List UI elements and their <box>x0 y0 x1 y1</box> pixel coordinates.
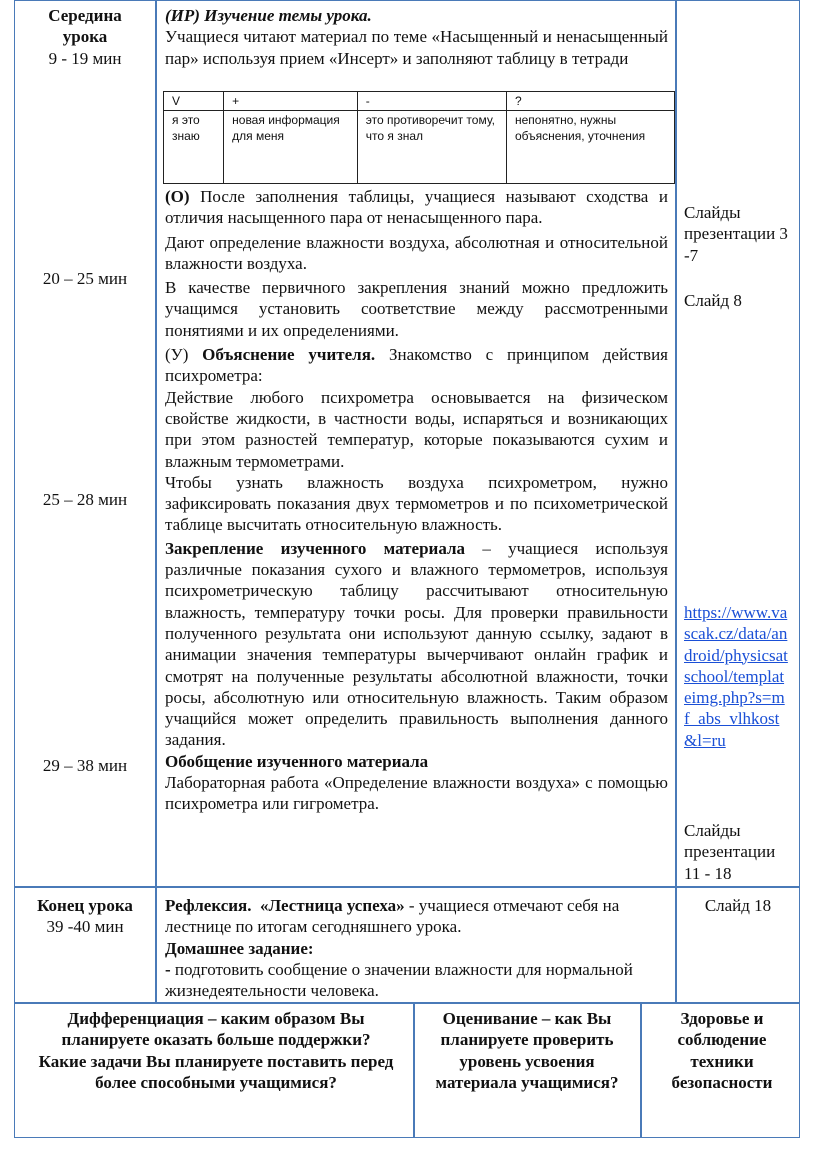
reflection-text: - учащиеся отмечают себя на лестнице по итогам сегодняшнего урока. <box>165 896 620 937</box>
stage-time: 39 -40 мин <box>46 917 124 937</box>
insert-cell: новая информация для меня <box>224 111 358 184</box>
stage-cell-end <box>18 895 152 938</box>
content-block-end <box>165 895 668 1001</box>
u-heading: Объяснение учителя. <box>202 345 376 365</box>
col-divider <box>640 1002 642 1138</box>
homework-paragraph <box>165 959 668 1002</box>
homework-heading: Домашнее задание: <box>165 938 314 958</box>
differentiation-cell: Дифференциация – каким образом Вы планируете оказать больше поддержки? Какие задачи Вы планируете поставить перед более способными учащимися? <box>38 1009 394 1092</box>
animation-link[interactable]: https://www.vascak.cz/data/android/physicsatschool/templateimg.php?s=mf_abs_vlhkost&l=ru <box>684 603 788 750</box>
insert-header: ? <box>506 92 674 111</box>
col-divider <box>675 0 677 1003</box>
topic-heading: (ИР) Изучение темы урока. <box>165 6 372 25</box>
resource-slide-18: Слайд 18 <box>704 896 772 915</box>
time-25-28: 25 – 28 мин <box>42 490 128 509</box>
insert-header: V <box>164 92 224 111</box>
col-divider <box>155 0 157 1003</box>
topic-text: Учащиеся читают материал по теме «Насыщенный и ненасыщенный пар» используя прием «Инсерт» и заполняют таблицу в тетради <box>165 27 668 68</box>
stage-label: Середина урока <box>48 6 122 47</box>
homework-text: подготовить сообщение о значении влажности для нормальной жизнедеятельности человека. <box>165 959 633 1001</box>
teacher-explanation <box>165 344 668 387</box>
content-block-topic <box>165 5 668 69</box>
homework-dash: - <box>165 959 175 979</box>
assessment-cell: Оценивание – как Вы планируете проверить уровень усвоения материала учащимися? <box>435 1009 619 1092</box>
summary-heading: Обобщение изученного материала <box>165 751 429 771</box>
o-text: После заполнения таблицы, учащиеся называют сходства и отличия насыщенного пара от ненасыщенного пара. <box>165 187 669 228</box>
o-paragraph <box>165 186 668 229</box>
consolidation-heading: Закрепление изученного материала <box>165 538 466 558</box>
psychrometer-text: Действие любого психрометра основывается на физическом свойстве жидкости, в частности воды, испаряться и возникающих при этом разностей температур, которые показываются сухим и влажным термометрами. <box>165 387 668 471</box>
health-safety-cell: Здоровье и соблюдение техники безопасности <box>671 1009 773 1092</box>
check-text: В качестве первичного закрепления знаний можно предложить учащимся установить соответствие между рассмотренными понятиями и их определениями. <box>165 278 668 340</box>
humidity-method-text: Чтобы узнать влажность воздуха психрометром, нужно зафиксировать показания двух термометров и по психометрической таблице высчитать относительную влажность. <box>165 472 668 535</box>
row-divider <box>14 1002 800 1004</box>
stage-label: Конец урока <box>37 896 133 915</box>
insert-table <box>163 91 675 184</box>
consolidation-text: – учащиеся используя различные показания сухого и влажного термометров, используя психрометрическую таблицу рассчитывают относительную влажность, температуру точки росы. Для проверки правильности полученного результата они используют данную ссылку, задают в анимации значения температуры вычерчивают онлайн график и смотрят на полученные результаты абсолютной влажности, точки росы, абсолютную или относительную влажность. Таким образом учащийся может определить правильность выполнения данного задания. <box>165 538 669 750</box>
consolidation-paragraph <box>165 538 668 751</box>
resource-slides-3-7: Слайды презентации 3 -7 <box>684 203 788 265</box>
stage-time: 9 - 19 мин <box>48 48 122 68</box>
resource-slide-8: Слайд 8 <box>684 291 742 310</box>
row-divider <box>14 886 800 888</box>
time-20-25: 20 – 25 мин <box>42 269 128 288</box>
reflection-paragraph <box>165 895 668 938</box>
stage-cell-middle <box>18 5 152 69</box>
insert-header: + <box>224 92 358 111</box>
insert-cell: я это знаю <box>164 111 224 184</box>
content-block-main <box>165 186 668 815</box>
col-divider <box>413 1002 415 1138</box>
time-29-38: 29 – 38 мин <box>42 756 128 775</box>
o-mark: (О) <box>165 187 190 206</box>
u-mark: (У) <box>165 345 189 365</box>
definition-text: Дают определение влажности воздуха, абсолютная и относительной влажности воздуха. <box>165 232 668 273</box>
insert-cell: непонятно, нужны объяснения, уточнения <box>506 111 674 184</box>
insert-cell: это противоречит тому, что я знал <box>357 111 506 184</box>
summary-text: Лабораторная работа «Определение влажности воздуха» с помощью психрометра или гигрометра. <box>165 773 668 814</box>
u-text: Знакомство с принципом действия психрометра: <box>165 345 668 386</box>
resource-slides-11-18: Слайды презентации 11 - 18 <box>684 821 776 883</box>
insert-header: - <box>357 92 506 111</box>
reflection-name: «Лестница успеха» <box>260 896 405 915</box>
reflection-heading: Рефлексия. <box>165 896 252 915</box>
